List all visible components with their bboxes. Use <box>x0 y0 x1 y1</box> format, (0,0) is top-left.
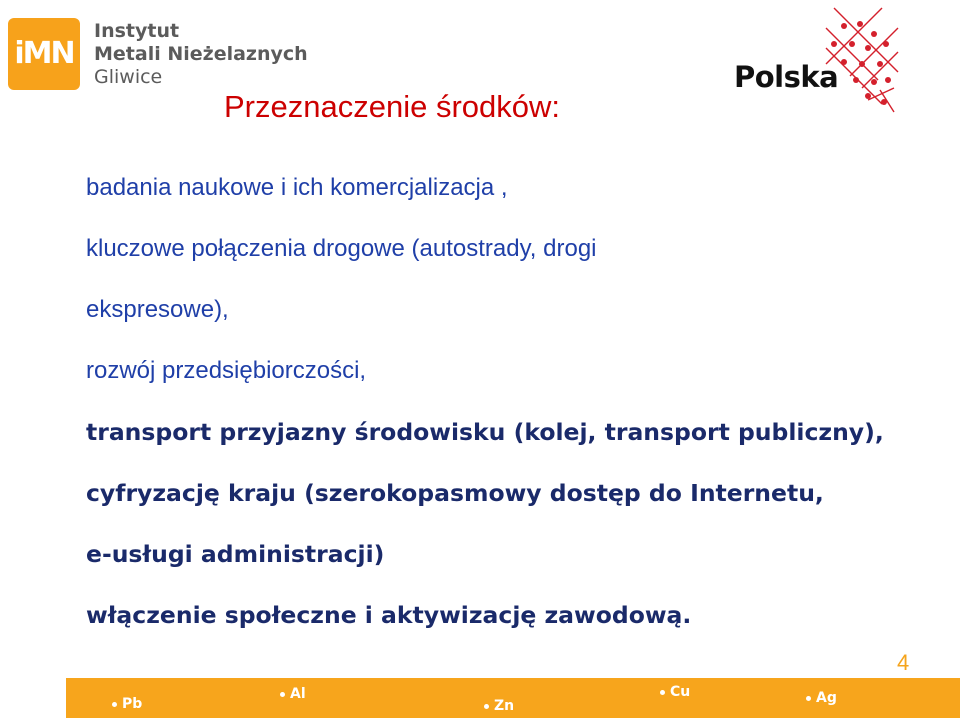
imn-logo-line-1: Instytut <box>94 20 180 42</box>
footer-element-al: Al <box>280 686 306 702</box>
list-item: cyfryzację kraju (szerokopasmowy dostęp do Internetu, <box>86 479 824 507</box>
list-item: rozwój przedsiębiorczości, <box>86 357 367 384</box>
polska-pattern-icon <box>822 4 902 116</box>
funding-purposes-list <box>86 170 884 658</box>
list-item: ekspresowe), <box>86 296 229 323</box>
list-item: badania naukowe i ich komercjalizacja , <box>86 174 508 201</box>
footer-element-zn: Zn <box>484 698 514 714</box>
imn-logo-text <box>94 20 308 89</box>
page-number: 4 <box>897 650 910 675</box>
imn-logo-line-3: Gliwice <box>94 66 163 88</box>
imn-logo-mark <box>8 18 80 90</box>
imn-logo <box>8 18 308 90</box>
slide-title: Przeznaczenie środków: <box>224 89 560 124</box>
bullet-dot-icon <box>660 690 665 695</box>
bullet-dot-icon <box>280 692 285 697</box>
footer-band <box>66 678 960 718</box>
imn-logo-mark-text: iMN <box>14 36 74 71</box>
footer-element-pb: Pb <box>112 696 142 712</box>
polska-logo <box>730 4 910 120</box>
imn-logo-line-2: Metali Nieżelaznych <box>94 43 308 65</box>
list-item: e-usługi administracji) <box>86 540 385 568</box>
bullet-dot-icon <box>806 696 811 701</box>
footer-element-cu: Cu <box>660 684 690 700</box>
polska-logo-word: Polska <box>734 60 839 94</box>
footer-element-ag: Ag <box>806 690 837 706</box>
list-item: kluczowe połączenia drogowe (autostrady, drogi <box>86 235 597 262</box>
bullet-dot-icon <box>484 704 489 709</box>
bullet-dot-icon <box>112 702 117 707</box>
list-item: transport przyjazny środowisku (kolej, transport publiczny), <box>86 418 884 446</box>
list-item: włączenie społeczne i aktywizację zawodową. <box>86 601 692 629</box>
